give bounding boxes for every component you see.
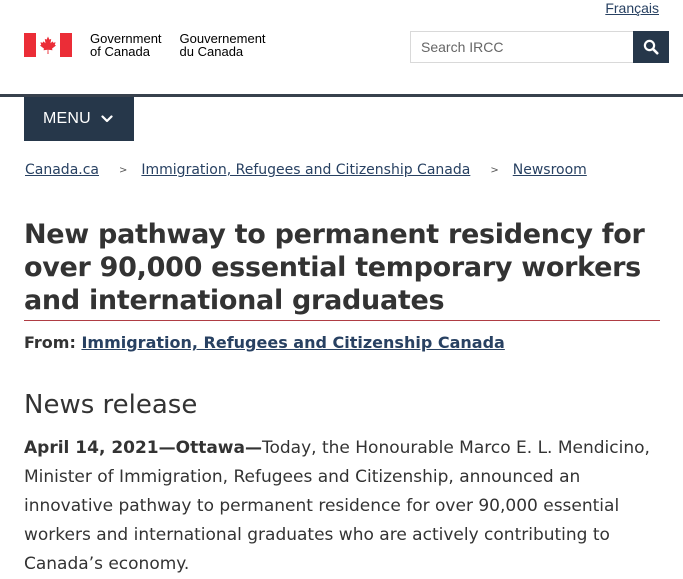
- lead-paragraph: [24, 434, 674, 579]
- signature-fr-line1: Gouvernement: [179, 31, 266, 46]
- from-label: From:: [24, 333, 76, 352]
- from-department-link[interactable]: Immigration, Refugees and Citizenship Canada: [81, 333, 505, 352]
- signature-fr-line2: du Canada: [179, 44, 244, 59]
- signature-en-line2: of Canada: [90, 44, 150, 59]
- chevron-down-icon: [101, 115, 113, 123]
- government-signature[interactable]: [24, 32, 266, 58]
- breadcrumb-link-ircc[interactable]: Immigration, Refugees and Citizenship Canada: [141, 162, 471, 178]
- section-heading: News release: [24, 390, 198, 420]
- search-input[interactable]: [410, 31, 633, 63]
- canada-flag-icon: [24, 33, 72, 57]
- breadcrumb-link-canada[interactable]: Canada.ca: [25, 162, 99, 178]
- search-icon: [643, 39, 659, 55]
- lead-text: Today, the Honourable Marco E. L. Mendicino, Minister of Immigration, Refugees and Citizenship, announced an innovative pathway to permanent residence for over 90,000 essential workers and international graduates who are actively contributing to Canada’s economy.: [24, 438, 650, 574]
- breadcrumb-link-newsroom[interactable]: Newsroom: [512, 162, 587, 178]
- menu-button[interactable]: [24, 97, 134, 141]
- language-toggle-link[interactable]: Français: [605, 0, 659, 16]
- breadcrumb-separator: >: [119, 164, 128, 176]
- page-title: New pathway to permanent residency for over 90,000 essential temporary workers and international graduates: [24, 219, 645, 316]
- breadcrumb-separator: >: [490, 164, 499, 176]
- title-underline: [24, 320, 660, 321]
- menu-label: MENU: [43, 110, 91, 127]
- from-line: [24, 333, 505, 352]
- signature-english: [90, 32, 162, 58]
- signature-en-line1: Government: [90, 31, 162, 46]
- breadcrumb: [25, 162, 587, 178]
- search-form: [410, 31, 669, 63]
- search-button[interactable]: [633, 31, 669, 63]
- signature-french: [180, 32, 266, 58]
- dateline: April 14, 2021—Ottawa—: [24, 438, 262, 458]
